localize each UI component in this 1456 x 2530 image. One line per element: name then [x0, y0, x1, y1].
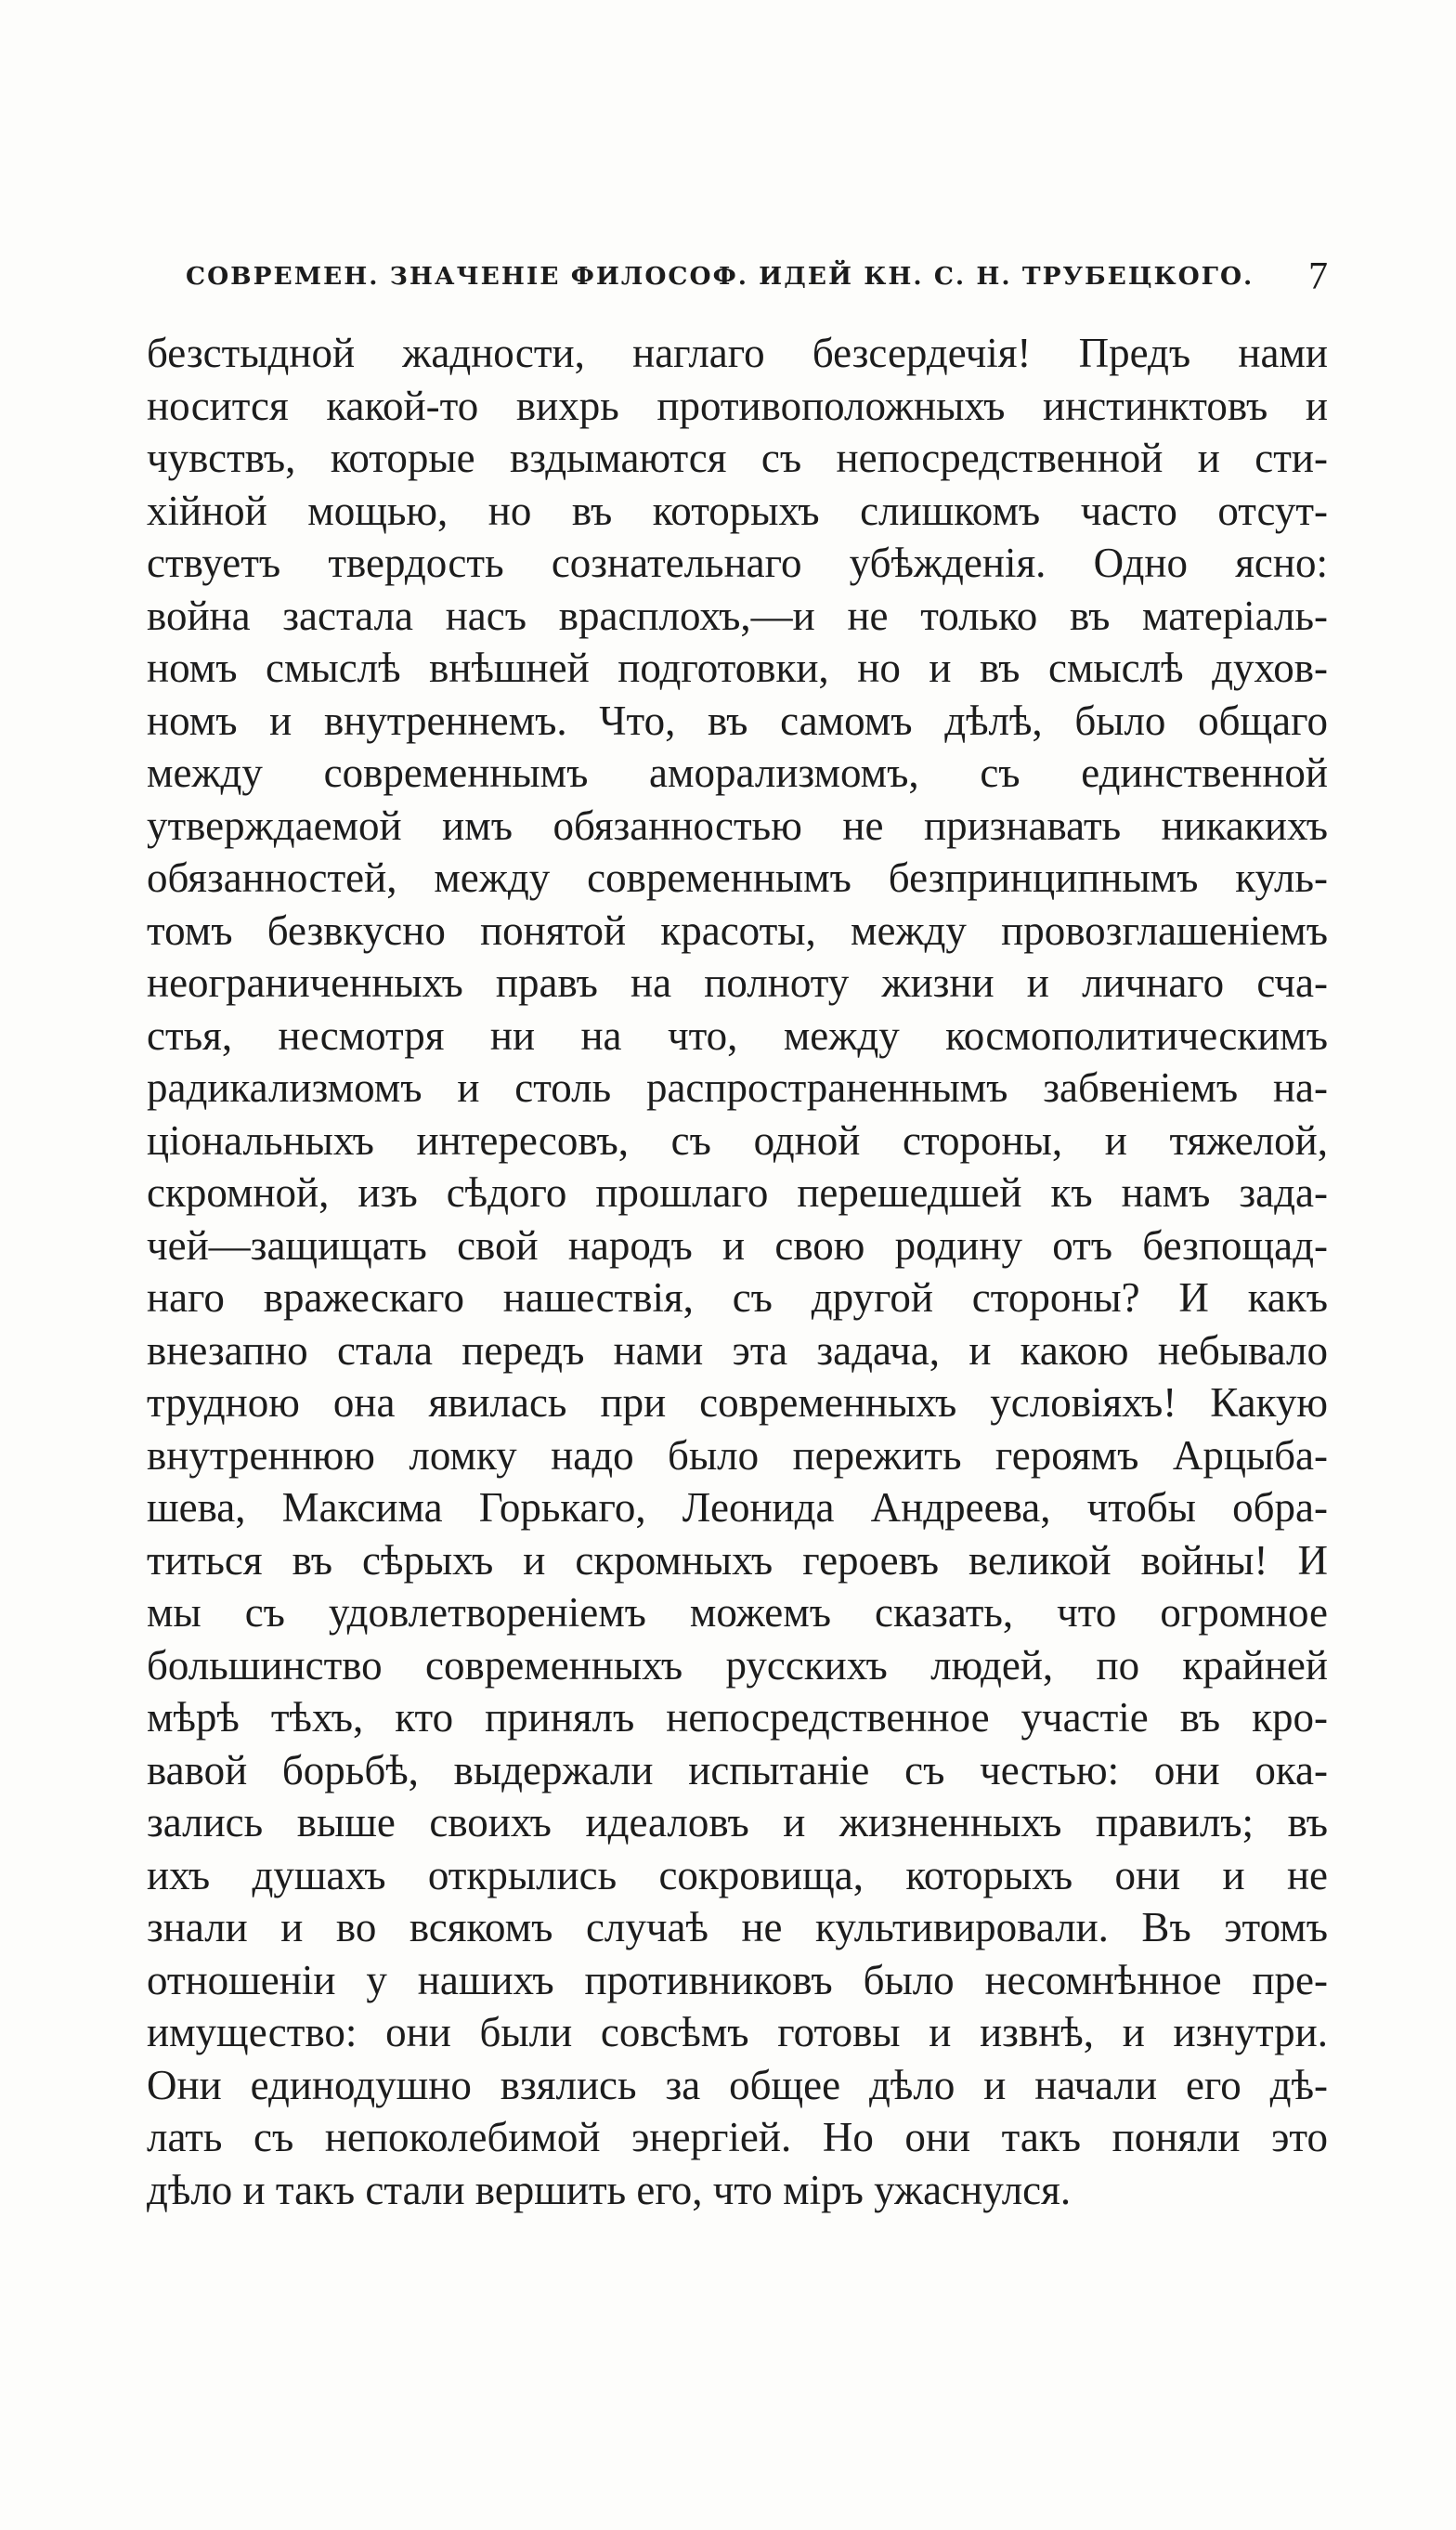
text-line: стья, несмотря ни на что, между космополитическимъ	[147, 1011, 1328, 1059]
text-line: радикализмомъ и столь распространеннымъ забвеніемъ на-	[147, 1064, 1328, 1111]
text-line: зались выше своихъ идеаловъ и жизненныхъ правилъ; въ	[147, 1799, 1328, 1845]
text-line: чувствъ, которые вздымаются съ непосредственной и сти-	[147, 435, 1328, 481]
text-line: неограниченныхъ правъ на полноту жизни и личнаго сча-	[147, 959, 1328, 1006]
text-line: трудною она явилась при современныхъ условіяхъ! Какую	[147, 1379, 1328, 1426]
page-number: 7	[1308, 255, 1328, 298]
text-line: знали и во всякомъ случаѣ не культивировали. Въ этомъ	[147, 1904, 1328, 1950]
text-line: мѣрѣ тѣхъ, кто принялъ непосредственное участіе въ кро-	[147, 1694, 1328, 1741]
running-head	[186, 249, 1328, 305]
body-text	[147, 327, 1328, 2216]
text-line: чей—защищать свой народъ и свою родину отъ безпощад-	[147, 1221, 1328, 1269]
text-line: имущество: они были совсѣмъ готовы и извнѣ, и изнутри.	[147, 2009, 1328, 2055]
text-line: наго вражескаго нашествія, съ другой стороны? И какъ	[147, 1274, 1328, 1321]
text-line: ствуетъ твердость сознательнаго убѣжденія. Одно ясно:	[147, 540, 1328, 586]
text-line: внутреннюю ломку надо было пережить героямъ Арцыба-	[147, 1431, 1328, 1479]
text-line: между современнымъ аморализмомъ, съ единственной	[147, 750, 1328, 796]
running-title: СОВРЕМЕН. ЗНАЧЕНІЕ ФИЛОСОФ. ИДЕЙ КН. С. Н. ТРУБЕЦКОГО.	[186, 262, 1254, 291]
text-line: лать съ непоколебимой энергіей. Но они такъ поняли это	[147, 2114, 1328, 2160]
text-line: томъ безвкусно понятой красоты, между провозглашеніемъ	[147, 906, 1328, 954]
text-line: хійной мощью, но въ которыхъ слишкомъ часто отсут-	[147, 487, 1328, 534]
text-line: носится какой-то вихрь противоположныхъ инстинктовъ и	[147, 382, 1328, 429]
text-line: ихъ душахъ открылись сокровища, которыхъ они и не	[147, 1851, 1328, 1898]
text-line: дѣло и такъ стали вершить его, что міръ ужаснулся.	[147, 2166, 1072, 2213]
text-line: титься въ сѣрыхъ и скромныхъ героевъ великой войны! И	[147, 1536, 1328, 1584]
text-line: безстыдной жадности, наглаго безсердечія! Предъ нами	[147, 330, 1328, 376]
text-line: номъ и внутреннемъ. Что, въ самомъ дѣлѣ, было общаго	[147, 697, 1328, 744]
text-line: Они единодушно взялись за общее дѣло и начали его дѣ-	[147, 2061, 1328, 2108]
text-line: шева, Максима Горькаго, Леонида Андреева, чтобы обра-	[147, 1484, 1328, 1531]
text-line: номъ смыслѣ внѣшней подготовки, но и въ смыслѣ духов-	[147, 645, 1328, 691]
text-line: отношеніи у нашихъ противниковъ было несомнѣнное пре-	[147, 1956, 1328, 2003]
text-line: скромной, изъ сѣдого прошлаго перешедшей къ намъ зада-	[147, 1169, 1328, 1216]
text-line: большинство современныхъ русскихъ людей, по крайней	[147, 1641, 1328, 1689]
text-line: внезапно стала передъ нами эта задача, и какою небывало	[147, 1326, 1328, 1374]
text-line: ціональныхъ интересовъ, съ одной стороны, и тяжелой,	[147, 1116, 1328, 1164]
text-line: война застала насъ врасплохъ,—и не только въ матеріаль-	[147, 592, 1328, 639]
text-line: мы съ удовлетвореніемъ можемъ сказать, что огромное	[147, 1589, 1328, 1636]
text-line: обязанностей, между современнымъ безпринципнымъ куль-	[147, 854, 1328, 901]
text-line: утверждаемой имъ обязанностью не признавать никакихъ	[147, 802, 1328, 849]
text-line: вавой борьбѣ, выдержали испытаніе съ честью: они ока-	[147, 1746, 1328, 1793]
